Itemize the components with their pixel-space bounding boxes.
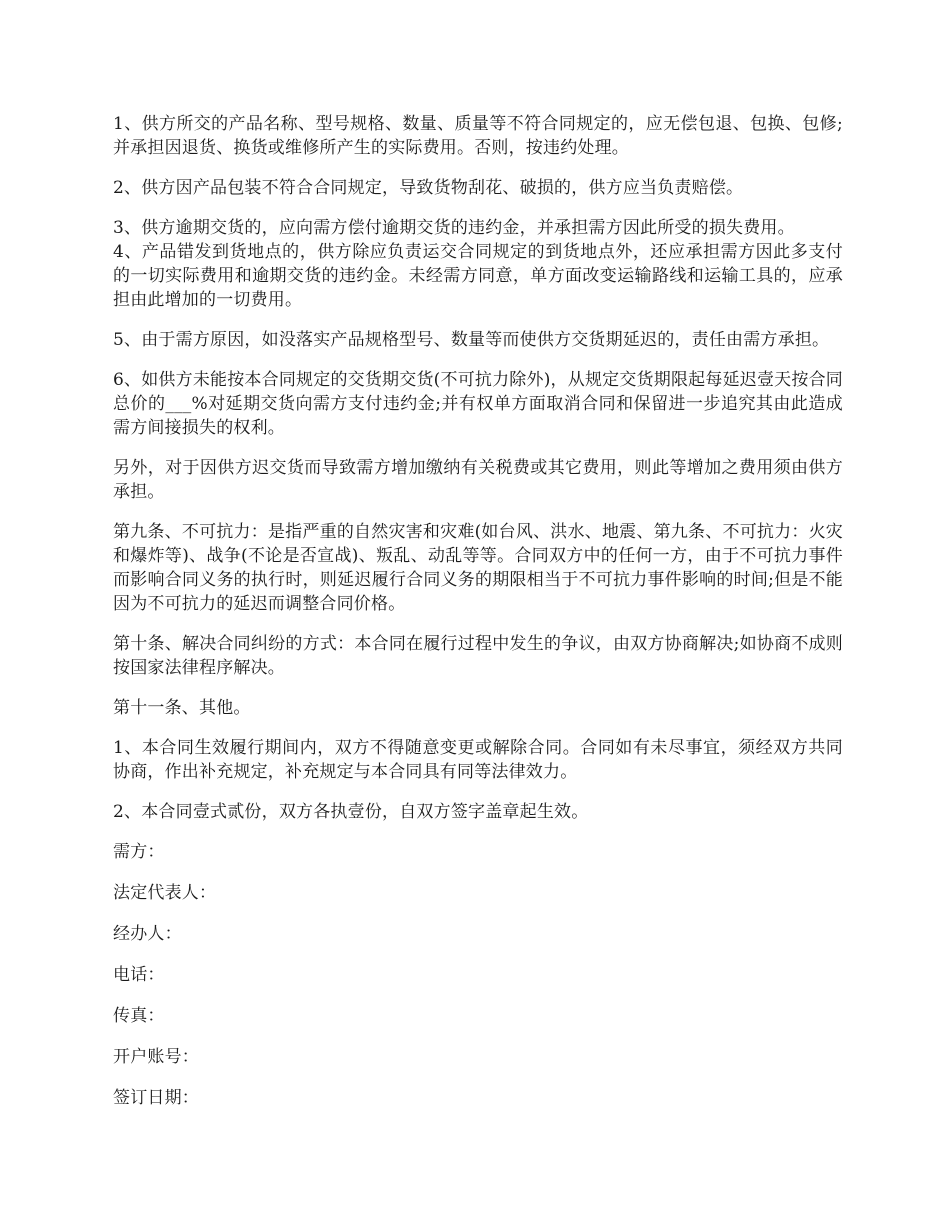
- article-11-heading: 第十一条、其他。: [113, 698, 251, 718]
- article-11-item-1: 1、本合同生效履行期间内，双方不得随意变更或解除合同。合同如有未尽事宜，须经双方共同协商，作出补充规定，补充规定与本合同具有同等法律效力。: [113, 738, 843, 782]
- clause-6-delay-penalty: 6、如供方未能按本合同规定的交货期交货(不可抗力除外)，从规定交货期限起每延迟壹天按合同总价的___%对延期交货向需方支付违约金;并有权单方面取消合同和保留进一步追究其由此造成需方间接损失的权利。: [113, 370, 843, 438]
- clause-2-packaging-damage: 2、供方因产品包装不符合合同规定，导致货物刮花、破损的，供方应当负责赔偿。: [113, 178, 744, 198]
- signature-field-phone: 电话：: [113, 965, 165, 985]
- clause-1-product-nonconformity: 1、供方所交的产品名称、型号规格、数量、质量等不符合同规定的，应无偿包退、包换、包修;并承担因退货、换货或维修所产生的实际费用。否则，按违约处理。: [113, 114, 843, 158]
- article-11-item-2: 2、本合同壹式贰份，双方各执壹份，自双方签字盖章起生效。: [113, 802, 589, 822]
- clause-3-late-delivery: 3、供方逾期交货的，应向需方偿付逾期交货的违约金，并承担需方因此所受的损失费用。: [113, 218, 795, 238]
- signature-field-legal-representative: 法定代表人：: [113, 883, 217, 903]
- signature-field-buyer: 需方：: [113, 842, 165, 862]
- clause-additional-taxes: 另外，对于因供方迟交货而导致需方增加缴纳有关税费或其它费用，则此等增加之费用须由供方承担。: [113, 458, 843, 502]
- article-10-dispute-resolution: 第十条、解决合同纠纷的方式：本合同在履行过程中发生的争议，由双方协商解决;如协商不成则按国家法律程序解决。: [113, 634, 843, 678]
- signature-field-bank-account: 开户账号：: [113, 1047, 199, 1067]
- signature-field-signing-date: 签订日期：: [113, 1088, 199, 1108]
- signature-field-fax: 传真：: [113, 1006, 165, 1026]
- clause-5-buyer-delay: 5、由于需方原因，如没落实产品规格型号、数量等而使供方交货期延迟的，责任由需方承担。: [113, 330, 830, 350]
- signature-field-handler: 经办人：: [113, 924, 182, 944]
- contract-page: [113, 112, 843, 1127]
- article-9-force-majeure: 第九条、不可抗力：是指严重的自然灾害和灾难(如台风、洪水、地震、第九条、不可抗力：火灾和爆炸等)、战争(不论是否宣战)、叛乱、动乱等等。合同双方中的任何一方，由于不可抗力事件而影响合同义务的执行时，则延迟履行合同义务的期限相当于不可抗力事件影响的时间;但是不能因为不可抗力的延迟而调整合同价格。: [113, 522, 843, 614]
- clause-4-wrong-delivery-location: 4、产品错发到货地点的，供方除应负责运交合同规定的到货地点外，还应承担需方因此多支付的一切实际费用和逾期交货的违约金。未经需方同意，单方面改变运输路线和运输工具的，应承担由此增加的一切费用。: [113, 242, 843, 310]
